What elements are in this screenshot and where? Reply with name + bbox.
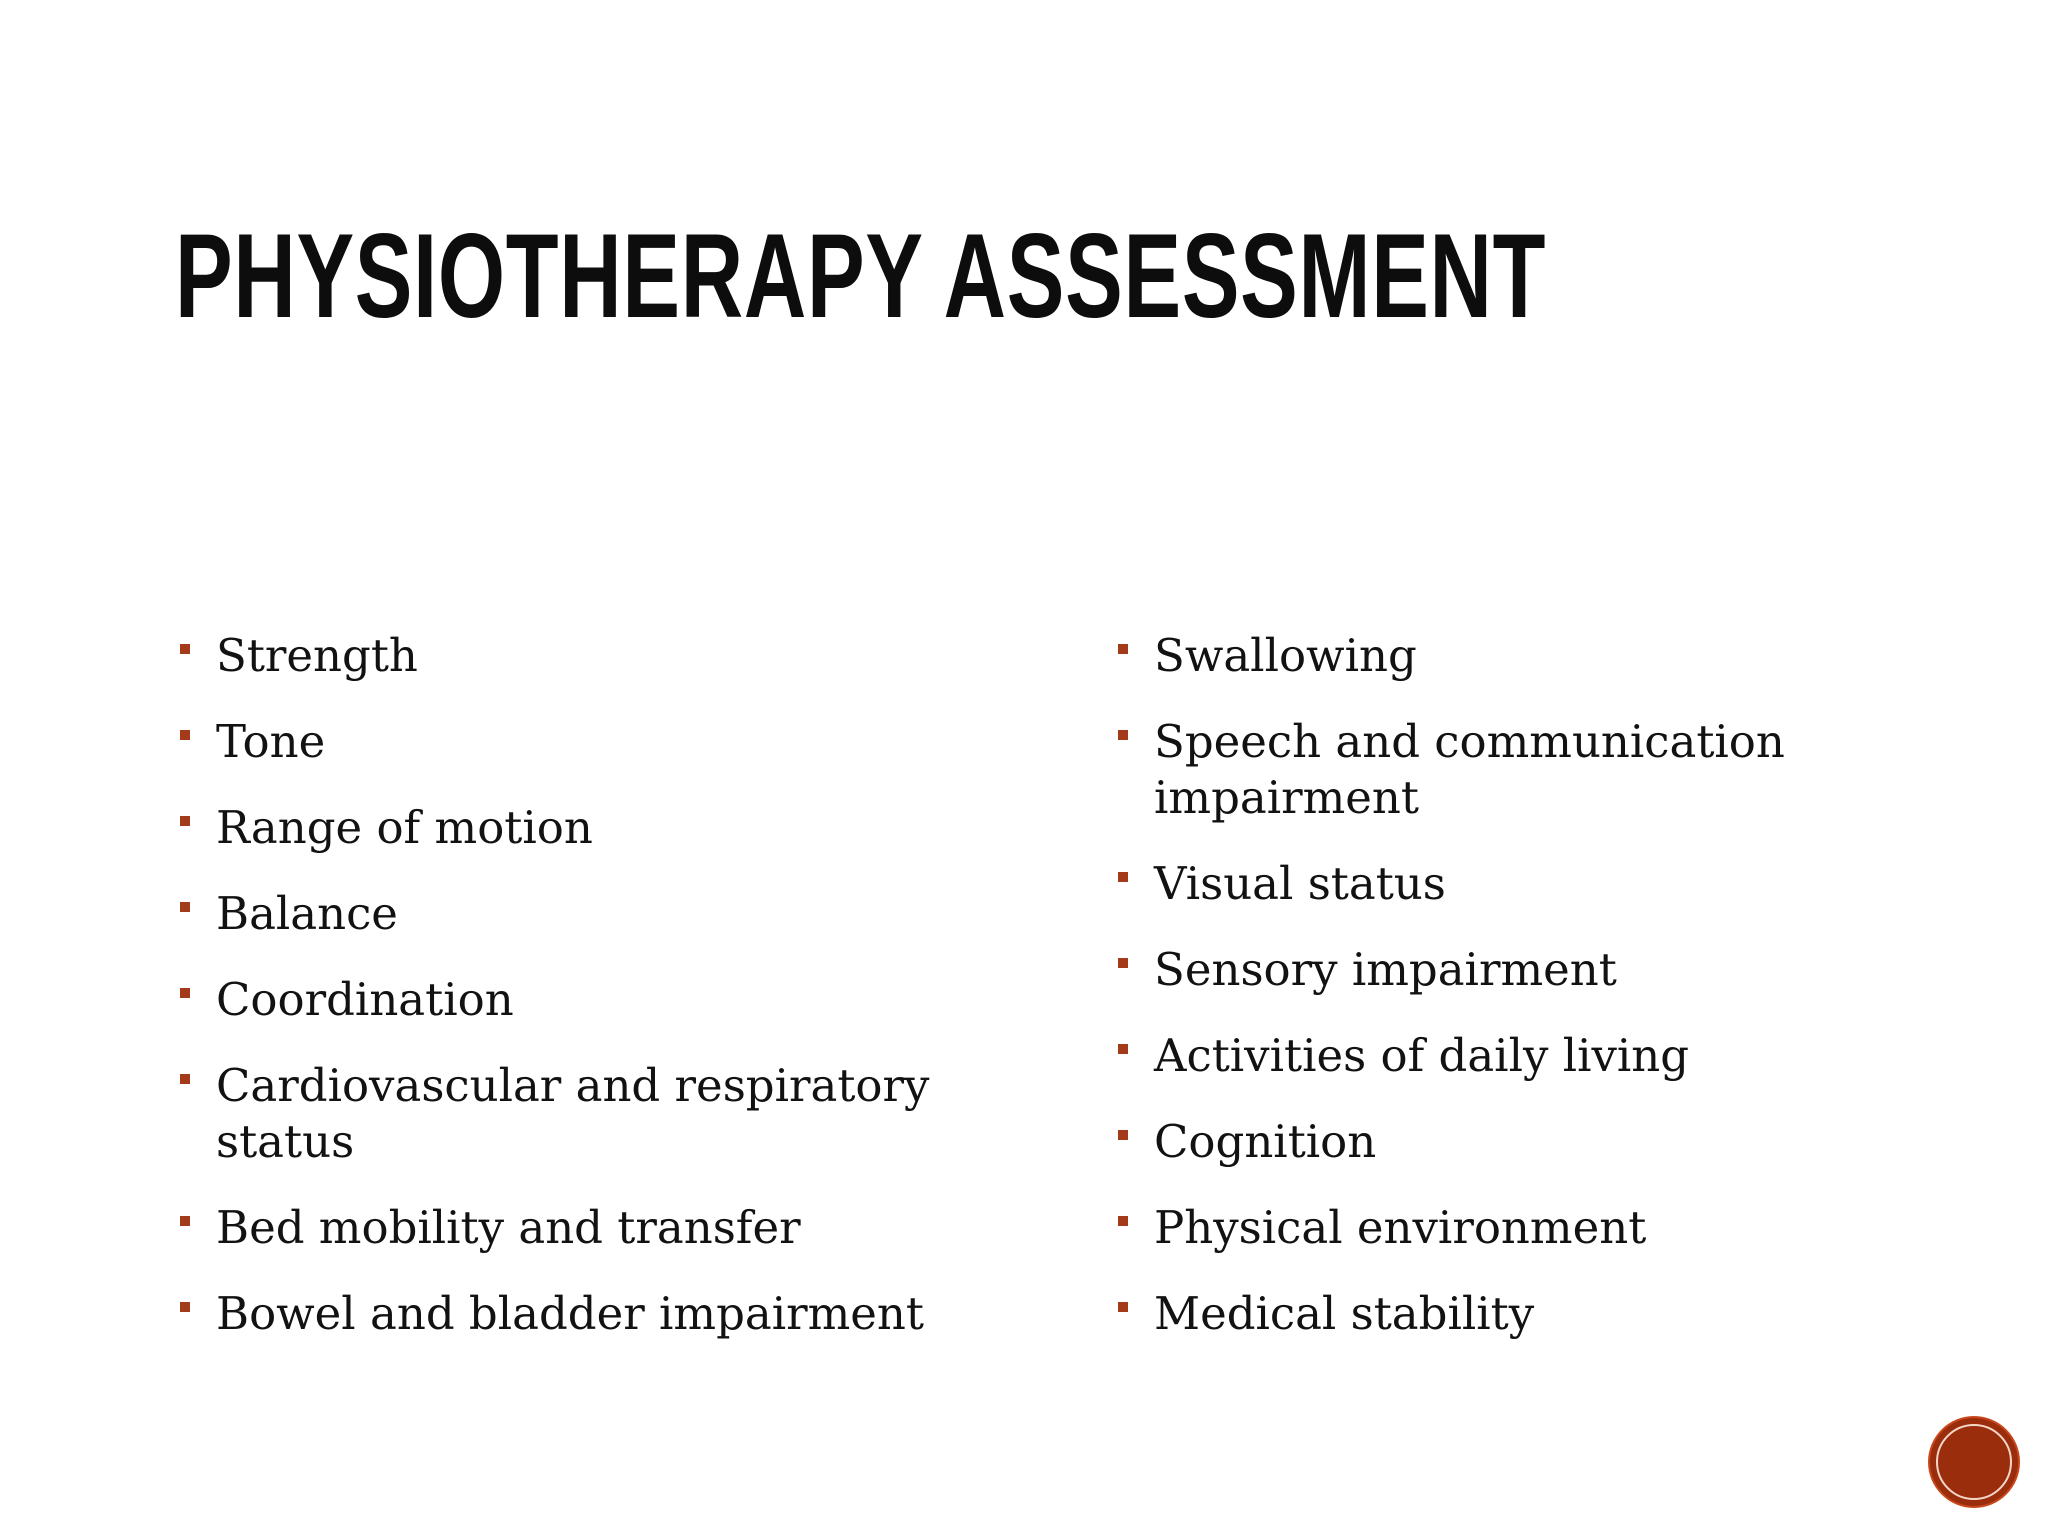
square-bullet-icon bbox=[180, 1216, 190, 1226]
square-bullet-icon bbox=[1118, 1302, 1128, 1312]
list-item bbox=[1118, 942, 1918, 998]
square-bullet-icon bbox=[1118, 1044, 1128, 1054]
list-item bbox=[1118, 1028, 1918, 1084]
slide-title: PHYSIOTHERAPY ASSESSMENT bbox=[175, 209, 1547, 343]
list-item-text: Activities of daily living bbox=[1154, 1029, 1690, 1082]
square-bullet-icon bbox=[1118, 1130, 1128, 1140]
list-item-text: Bowel and bladder impairment bbox=[216, 1287, 924, 1340]
square-bullet-icon bbox=[1118, 644, 1128, 654]
list-item-text: Tone bbox=[216, 715, 326, 768]
list-item bbox=[1118, 628, 1918, 684]
list-item bbox=[180, 1058, 980, 1170]
list-item bbox=[1118, 1200, 1918, 1256]
list-item-text: Physical environment bbox=[1154, 1201, 1647, 1254]
list-item-text: Visual status bbox=[1154, 857, 1446, 910]
list-item bbox=[1118, 714, 1918, 826]
right-bullet-list bbox=[1118, 628, 1918, 1372]
square-bullet-icon bbox=[1118, 730, 1128, 740]
list-item-text: Medical stability bbox=[1154, 1287, 1535, 1340]
square-bullet-icon bbox=[180, 816, 190, 826]
square-bullet-icon bbox=[180, 988, 190, 998]
list-item-text: Bed mobility and transfer bbox=[216, 1201, 801, 1254]
list-item-text: Balance bbox=[216, 887, 398, 940]
list-item bbox=[180, 1200, 980, 1256]
list-item-text: Coordination bbox=[216, 973, 514, 1026]
list-item-text: Cardiovascular and respiratory status bbox=[216, 1059, 930, 1168]
list-item bbox=[180, 886, 980, 942]
left-bullet-list bbox=[180, 628, 980, 1372]
square-bullet-icon bbox=[180, 1302, 190, 1312]
list-item bbox=[1118, 856, 1918, 912]
list-item-text: Cognition bbox=[1154, 1115, 1377, 1168]
list-item bbox=[180, 628, 980, 684]
square-bullet-icon bbox=[180, 644, 190, 654]
circle-nav-icon[interactable] bbox=[1930, 1418, 2018, 1506]
square-bullet-icon bbox=[1118, 1216, 1128, 1226]
square-bullet-icon bbox=[180, 902, 190, 912]
square-bullet-icon bbox=[1118, 958, 1128, 968]
list-item-text: Range of motion bbox=[216, 801, 593, 854]
list-item bbox=[1118, 1286, 1918, 1342]
list-item bbox=[180, 972, 980, 1028]
square-bullet-icon bbox=[1118, 872, 1128, 882]
square-bullet-icon bbox=[180, 1074, 190, 1084]
list-item-text: Speech and communication impairment bbox=[1154, 715, 1785, 824]
circle-ring bbox=[1936, 1424, 2012, 1500]
list-item bbox=[1118, 1114, 1918, 1170]
list-item bbox=[180, 714, 980, 770]
list-item-text: Sensory impairment bbox=[1154, 943, 1617, 996]
list-item bbox=[180, 1286, 980, 1342]
list-item-text: Strength bbox=[216, 629, 418, 682]
list-item-text: Swallowing bbox=[1154, 629, 1417, 682]
list-item bbox=[180, 800, 980, 856]
square-bullet-icon bbox=[180, 730, 190, 740]
